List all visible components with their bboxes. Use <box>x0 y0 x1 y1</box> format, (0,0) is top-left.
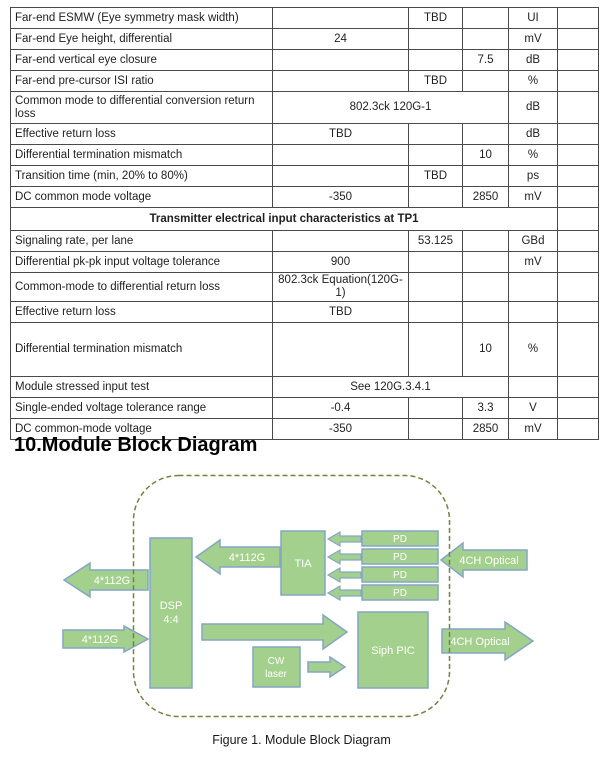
value-cell: 53.125 <box>409 231 463 252</box>
unit-cell <box>509 273 558 302</box>
param-cell: Differential termination mismatch <box>11 323 273 377</box>
param-cell: Far-end Eye height, differential <box>11 29 273 50</box>
unit-cell <box>509 377 558 398</box>
table-row <box>11 145 599 166</box>
note-cell <box>558 377 599 398</box>
unit-cell: % <box>509 323 558 377</box>
value-cell <box>273 71 409 92</box>
value-cell: 7.5 <box>463 50 509 71</box>
value-cell <box>409 50 463 71</box>
unit-cell <box>509 302 558 323</box>
note-cell <box>558 71 599 92</box>
unit-cell: UI <box>509 8 558 29</box>
value-cell <box>409 187 463 208</box>
value-cell <box>463 29 509 50</box>
note-cell <box>558 419 599 440</box>
table-row <box>11 166 599 187</box>
param-cell: Differential termination mismatch <box>11 145 273 166</box>
value-cell: 24 <box>273 29 409 50</box>
table-row <box>11 29 599 50</box>
value-cell <box>273 166 409 187</box>
unit-cell: V <box>509 398 558 419</box>
pd-label: PD <box>393 570 407 581</box>
spec-table <box>10 7 599 440</box>
siph-pic-label: Siph PIC <box>371 645 415 657</box>
param-cell: Common mode to differential conversion return loss <box>11 92 273 124</box>
unit-cell: GBd <box>509 231 558 252</box>
value-cell: 3.3 <box>463 398 509 419</box>
note-cell <box>558 252 599 273</box>
value-cell <box>273 8 409 29</box>
note-cell <box>558 398 599 419</box>
cw-laser-block <box>253 647 300 687</box>
table-row <box>11 50 599 71</box>
note-cell <box>558 208 599 231</box>
value-cell <box>409 145 463 166</box>
param-cell: Far-end vertical eye closure <box>11 50 273 71</box>
note-cell <box>558 231 599 252</box>
value-cell <box>409 29 463 50</box>
unit-cell: mV <box>509 187 558 208</box>
value-cell: 2850 <box>463 419 509 440</box>
param-cell: Far-end ESMW (Eye symmetry mask width) <box>11 8 273 29</box>
dsp-label-line1: DSP <box>159 600 183 612</box>
value-cell <box>463 231 509 252</box>
unit-cell: dB <box>509 50 558 71</box>
value-cell <box>463 71 509 92</box>
value-cell <box>463 166 509 187</box>
value-cell <box>273 231 409 252</box>
table-row <box>11 377 599 398</box>
param-cell: Far-end pre-cursor ISI ratio <box>11 71 273 92</box>
note-cell <box>558 323 599 377</box>
cw-laser-label-line1: CW <box>267 656 285 667</box>
value-cell: 10 <box>463 323 509 377</box>
table-row <box>11 187 599 208</box>
param-cell: Module stressed input test <box>11 377 273 398</box>
value-cell: 802.3ck Equation(120G-1) <box>273 273 409 302</box>
param-cell: Effective return loss <box>11 124 273 145</box>
unit-cell: mV <box>509 419 558 440</box>
dsp-block <box>150 538 192 688</box>
value-cell: TBD <box>409 8 463 29</box>
param-cell: DC common-mode voltage <box>11 419 273 440</box>
figure-caption: Figure 1. Module Block Diagram <box>212 733 391 747</box>
arrow-pd-to-tia <box>328 586 361 600</box>
arrow-label-4x112g-in: 4*112G <box>81 634 119 646</box>
value-cell <box>409 398 463 419</box>
arrow-label-4x112g-tia-dsp: 4*112G <box>228 552 266 564</box>
note-cell <box>558 92 599 124</box>
note-cell <box>558 29 599 50</box>
value-cell: 900 <box>273 252 409 273</box>
value-cell: TBD <box>409 166 463 187</box>
value-cell: 802.3ck 120G-1 <box>273 92 509 124</box>
param-cell: Transition time (min, 20% to 80%) <box>11 166 273 187</box>
value-cell <box>273 323 409 377</box>
value-cell <box>463 124 509 145</box>
table-row <box>11 71 599 92</box>
unit-cell: % <box>509 71 558 92</box>
param-cell: Effective return loss <box>11 302 273 323</box>
arrow-label-4x112g-out: 4*112G <box>93 575 131 587</box>
arrow-pd-to-tia <box>328 532 361 546</box>
value-cell <box>409 124 463 145</box>
value-cell <box>273 145 409 166</box>
value-cell <box>409 273 463 302</box>
note-cell <box>558 166 599 187</box>
param-cell: Common-mode to differential return loss <box>11 273 273 302</box>
value-cell: -0.4 <box>273 398 409 419</box>
value-cell <box>409 323 463 377</box>
arrow-dsp-to-siph <box>202 615 347 649</box>
value-cell <box>409 302 463 323</box>
value-cell: -350 <box>273 187 409 208</box>
note-cell <box>558 50 599 71</box>
cw-laser-label-line2: laser <box>265 669 287 680</box>
arrow-label-4ch-optical-in: 4CH Optical <box>459 555 519 567</box>
param-cell: Single-ended voltage tolerance range <box>11 398 273 419</box>
dsp-label-line2: 4:4 <box>163 614 179 626</box>
unit-cell: ps <box>509 166 558 187</box>
table-row <box>11 252 599 273</box>
table-row <box>11 273 599 302</box>
unit-cell: mV <box>509 252 558 273</box>
table-row <box>11 92 599 124</box>
value-cell <box>409 252 463 273</box>
param-cell: DC common mode voltage <box>11 187 273 208</box>
pd-label: PD <box>393 552 407 563</box>
unit-cell: mV <box>509 29 558 50</box>
value-cell <box>463 302 509 323</box>
value-cell: 2850 <box>463 187 509 208</box>
note-cell <box>558 273 599 302</box>
value-cell <box>273 50 409 71</box>
table-row <box>11 302 599 323</box>
value-cell <box>463 8 509 29</box>
value-cell: TBD <box>273 124 409 145</box>
value-cell: TBD <box>273 302 409 323</box>
note-cell <box>558 187 599 208</box>
value-cell: See 120G.3.4.1 <box>273 377 509 398</box>
table-row <box>11 323 599 377</box>
arrow-cw-to-siph <box>308 657 345 677</box>
note-cell <box>558 8 599 29</box>
unit-cell: dB <box>509 124 558 145</box>
arrow-pd-to-tia <box>328 568 361 582</box>
value-cell: TBD <box>409 71 463 92</box>
note-cell <box>558 124 599 145</box>
value-cell: 10 <box>463 145 509 166</box>
table-row <box>11 398 599 419</box>
unit-cell: % <box>509 145 558 166</box>
param-cell: Differential pk-pk input voltage tolerance <box>11 252 273 273</box>
table-row <box>11 124 599 145</box>
table-section-row <box>11 208 599 231</box>
note-cell <box>558 145 599 166</box>
pd-label: PD <box>393 534 407 545</box>
table-row <box>11 8 599 29</box>
module-block-diagram <box>0 470 603 725</box>
tia-label: TIA <box>294 558 312 570</box>
pd-label: PD <box>393 588 407 599</box>
table-row <box>11 231 599 252</box>
param-cell: Signaling rate, per lane <box>11 231 273 252</box>
arrow-label-4ch-optical-out: 4CH Optical <box>450 636 510 648</box>
note-cell <box>558 302 599 323</box>
section-title: Transmitter electrical input characteristics at TP1 <box>11 208 558 231</box>
section-heading: 10.Module Block Diagram <box>14 434 258 456</box>
value-cell <box>463 252 509 273</box>
value-cell <box>409 419 463 440</box>
arrow-pd-to-tia <box>328 550 361 564</box>
unit-cell: dB <box>509 92 558 124</box>
value-cell <box>463 273 509 302</box>
value-cell: -350 <box>273 419 409 440</box>
